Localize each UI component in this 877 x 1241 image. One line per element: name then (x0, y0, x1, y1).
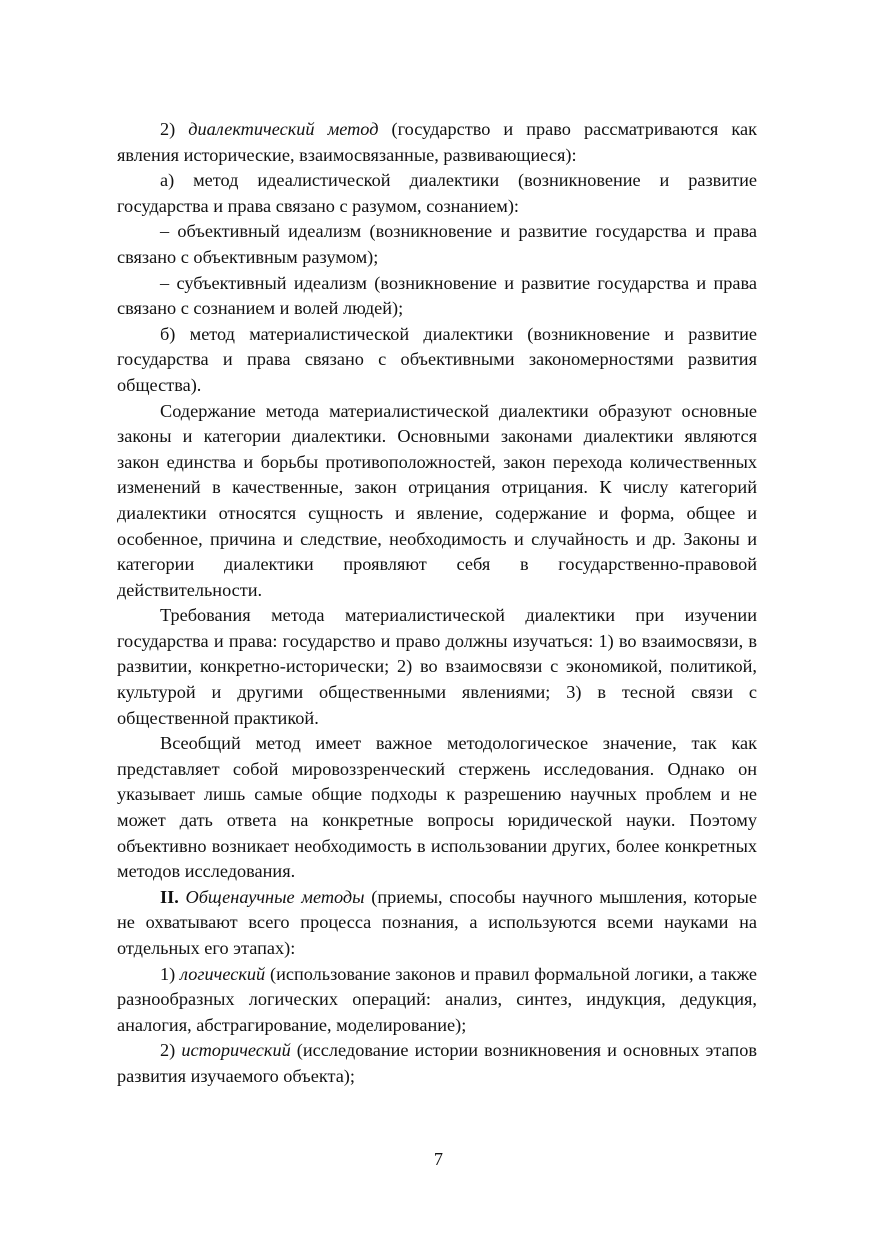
paragraph-text: – объективный идеализм (возникновение и развитие государства и права связано с объективным разумом); (117, 221, 757, 267)
paragraph-materialist-dialectics (117, 322, 757, 399)
paragraph-historical-method (117, 1038, 757, 1089)
paragraph-text: (приемы, способы научного мышления, которые не охватывают всего процесса познания, а используются всеми науками на отдельных его этапах): (117, 886, 758, 958)
paragraph-text: Требования метода материалистической диалектики при изучении государства и права: государство и право должны изучаться: 1) во взаимосвязи, в развитии, конкретно-исторически; 2) во взаимосвязи с экономикой, политикой, культурой и другими общественными явлениями; 3) в тесной связи с общественной практикой. (117, 605, 757, 728)
list-marker: 2) (160, 1040, 182, 1061)
paragraph-text: а) метод идеалистической диалектики (возникновение и развитие государства и права связано с разумом, сознанием): (117, 170, 757, 216)
paragraph-text: Всеобщий метод имеет важное методологическое значение, так как представляет собой мировоззренческий стержень исследования. Однако он указывает лишь самые общие подходы к разрешению научных проблем и не может дать ответа на конкретные вопросы юридической науки. Поэтому объективно возникает необходимость в использовании других, более конкретных методов исследования. (117, 733, 757, 882)
paragraph-text: (государство и право рассматриваются как явления исторические, взаимосвязанные, развивающиеся): (117, 119, 757, 165)
paragraph-text: (использование законов и правил формальной логики, а также разнообразных логических операций: анализ, синтез, индукция, дедукция, аналогия, абстрагирование, моделирование); (117, 963, 757, 1035)
paragraph-general-scientific-methods (117, 885, 757, 962)
paragraph-text: (исследование истории возникновения и основных этапов развития изучаемого объекта); (117, 1040, 757, 1086)
term-dialectical-method: диалектический метод (188, 119, 379, 139)
paragraph-text: б) метод материалистической диалектики (возникновение и развитие государства и права связано с объективными закономерностями развития общества). (117, 323, 757, 395)
paragraph-text: Содержание метода материалистической диалектики образуют основные законы и категории диалектики. Основными законами диалектики являются закон единства и борьбы противоположностей, закон перехода количественных изменений в качественные, закон отрицания отрицания. К числу категорий диалектики относятся сущность и явление, содержание и форма, общее и особенное, причина и следствие, необходимость и случайность и др. Законы и категории диалектики проявляют себя в государственно-правовой действительности. (117, 400, 757, 600)
paragraph-objective-idealism (117, 219, 757, 270)
paragraph-method-requirements (117, 603, 757, 731)
page-body (117, 117, 757, 1090)
list-marker: 1) (160, 963, 181, 984)
paragraph-dialectics-content (117, 399, 757, 604)
paragraph-idealist-dialectics (117, 168, 757, 219)
paragraph-text: – субъективный идеализм (возникновение и развитие государства и права связано с сознанием и волей людей); (117, 272, 757, 319)
term-historical: исторический (181, 1040, 291, 1061)
paragraph-universal-method (117, 731, 757, 885)
paragraph-logical-method (117, 962, 757, 1039)
paragraph-subjective-idealism (117, 271, 757, 322)
section-number: II. (160, 886, 179, 907)
paragraph-dialectical-method (117, 117, 757, 168)
term-general-scientific-methods: Общенаучные методы (178, 886, 365, 907)
list-marker: 2) (160, 119, 189, 139)
page-number: 7 (433, 1149, 444, 1169)
term-logical: логический (180, 963, 266, 984)
